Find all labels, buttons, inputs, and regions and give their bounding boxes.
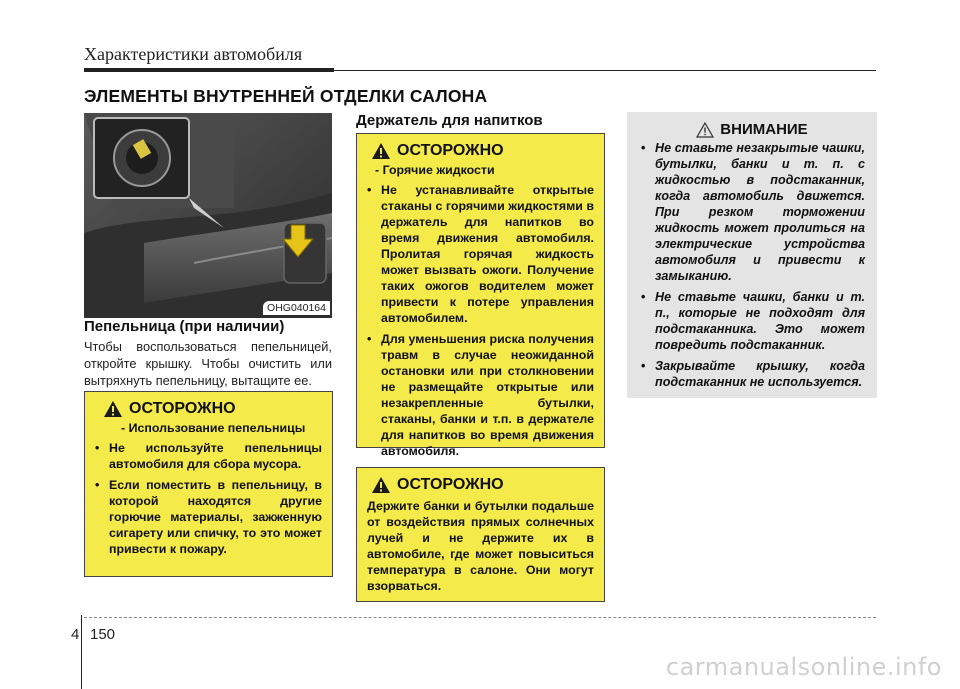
caution-ashtray-item-1: • Не используйте пепельницы автомобиля для сбора мусора. — [95, 440, 322, 472]
caution-bottles-box — [356, 467, 605, 602]
ashtray-text: Чтобы воспользоваться пепельницей, откройте крышку. Чтобы очистить или вытряхнуть пепельницу, вытащите ее. — [84, 339, 332, 388]
ashtray-heading: Пепельница (при наличии) — [84, 318, 285, 335]
notice-item-2: • Не ставьте чашки, банки и т. п., которые не подходят для подстаканника. Это может повредить подстаканник. — [639, 289, 865, 353]
caution-hot-item-2: • Для уменьшения риска получения травм в случае неожиданной остановки или при столкновении не размещайте открытые или незакрепленные бутылки, стаканы, банки и т.п. в держателе для напитков во время движения автомобиля. — [367, 331, 594, 459]
caution-bottles-title: ОСТОРОЖНО — [397, 476, 504, 493]
footer-divider — [81, 615, 82, 689]
notice-title: ВНИМАНИЕ — [720, 121, 808, 138]
caution-ashtray-subtitle: - Использование пепельницы — [121, 421, 306, 435]
caution-hot-title: ОСТОРОЖНО — [397, 142, 504, 159]
caution-ashtray-list — [95, 440, 322, 557]
photo-code: OHG040164 — [263, 301, 330, 315]
notice-item-3: • Закрывайте крышку, когда подстаканник не используется. — [639, 358, 865, 390]
warning-icon — [371, 476, 391, 494]
caution-hot-subtitle: - Горячие жидкости — [375, 163, 495, 177]
warning-icon — [371, 142, 391, 160]
notice-warning-icon — [696, 122, 714, 138]
header-title: Характеристики автомобиля — [84, 44, 303, 64]
footer-dashed-rule — [84, 617, 876, 618]
caution-ashtray-title: ОСТОРОЖНО — [129, 400, 236, 417]
caution-hot-item-1: • Не устанавливайте открытые стаканы с горячими жидкостями в держатель для напитков во время движения автомобиля. Пролитая горячая жидкость может вызвать ожоги. Получение таких ожогов водителем может привести к потере управления автомобилем. — [367, 182, 594, 326]
ashtray-photo — [84, 113, 332, 318]
page-number: 150 — [90, 626, 116, 643]
notice-box — [627, 112, 877, 398]
watermark: carmanualsonline.info — [665, 653, 942, 681]
caution-ashtray-box — [84, 391, 333, 577]
notice-list — [639, 140, 865, 390]
caution-hot-box — [356, 133, 605, 458]
warning-icon — [103, 400, 123, 418]
header-rule-thick — [84, 68, 334, 72]
caution-ashtray-item-2: • Если поместить в пепельницу, в которой находятся другие горючие материалы, зажженную сигарету или спичку, то это может привести к пожару. — [95, 477, 322, 557]
notice-item-1: • Не ставьте незакрытые чашки, бутылки, банки и т. п. с жидкостью в подстаканник, когда автомобиль движется. При резком торможении жидкость может пролиться на электрические устройства автомобиля и привести к замыканию. — [639, 140, 865, 284]
ashtray-illustration — [84, 113, 332, 318]
header-rule-thin — [334, 70, 876, 71]
chapter-number: 4 — [71, 626, 80, 643]
cupholder-heading: Держатель для напитков — [356, 112, 543, 129]
caution-bottles-text: Держите банки и бутылки подальше от воздействия прямых солнечных лучей и не держите их в автомобиле, где может повыситься температура в салоне. Они могут взорваться. — [367, 499, 594, 593]
section-title: ЭЛЕМЕНТЫ ВНУТРЕННЕЙ ОТДЕЛКИ САЛОНА — [84, 86, 488, 106]
caution-hot-list — [367, 182, 594, 459]
